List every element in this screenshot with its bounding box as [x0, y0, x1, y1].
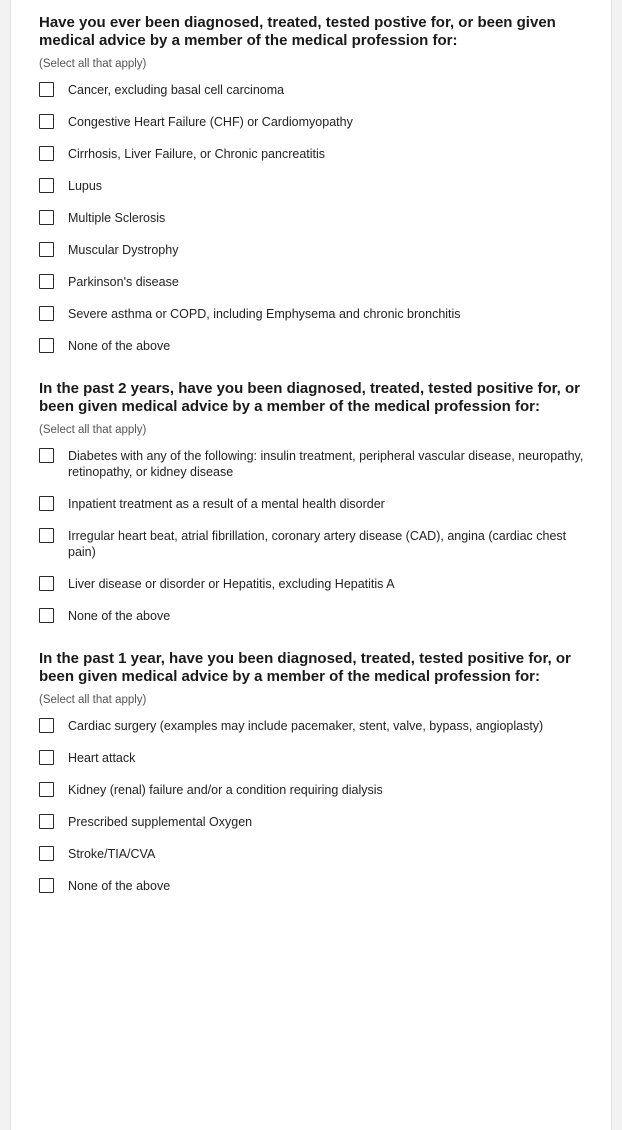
option-label: Diabetes with any of the following: insulin treatment, peripheral vascular disease, neuropathy, retinopathy, or kidney disease [68, 449, 584, 479]
option-label: Parkinson's disease [68, 275, 179, 289]
health-questionnaire [10, 0, 612, 1130]
checkbox[interactable] [39, 528, 54, 543]
checkbox[interactable] [39, 114, 54, 129]
option-label: Cancer, excluding basal cell carcinoma [68, 83, 285, 97]
question-heading: In the past 2 years, have you been diagnosed, treated, tested positive for, or been given medical advice by a member of the medical profession for: [39, 380, 580, 415]
option-label: Severe asthma or COPD, including Emphysema and chronic bronchitis [68, 307, 461, 321]
option-label: Congestive Heart Failure (CHF) or Cardiomyopathy [68, 115, 353, 129]
checkbox[interactable] [39, 496, 54, 511]
option-label: Multiple Sclerosis [68, 211, 166, 225]
checkbox[interactable] [39, 448, 54, 463]
checkbox[interactable] [39, 178, 54, 193]
option-label: Heart attack [68, 751, 136, 765]
checkbox[interactable] [39, 274, 54, 289]
option-label: Cirrhosis, Liver Failure, or Chronic pancreatitis [68, 147, 326, 161]
option-label: Kidney (renal) failure and/or a condition requiring dialysis [68, 783, 383, 797]
option-liver-disease[interactable] [39, 576, 595, 592]
option-label: Prescribed supplemental Oxygen [68, 815, 253, 829]
option-irregular-heartbeat[interactable] [39, 528, 595, 560]
checkbox[interactable] [39, 718, 54, 733]
option-heart-attack[interactable] [39, 750, 595, 766]
checkbox[interactable] [39, 306, 54, 321]
checkbox[interactable] [39, 750, 54, 765]
option-label: None of the above [68, 609, 171, 623]
option-none-of-the-above[interactable] [39, 878, 595, 894]
option-asthma-copd[interactable] [39, 306, 595, 322]
option-none-of-the-above[interactable] [39, 608, 595, 624]
option-supplemental-oxygen[interactable] [39, 814, 595, 830]
option-lupus[interactable] [39, 178, 595, 194]
option-none-of-the-above[interactable] [39, 338, 595, 354]
option-chf[interactable] [39, 114, 595, 130]
checkbox[interactable] [39, 576, 54, 591]
checkbox[interactable] [39, 82, 54, 97]
option-label: Irregular heart beat, atrial fibrillation, coronary artery disease (CAD), angina (cardiac chest pain) [68, 529, 567, 559]
option-cirrhosis[interactable] [39, 146, 595, 162]
option-label: Liver disease or disorder or Hepatitis, excluding Hepatitis A [68, 577, 395, 591]
option-diabetes[interactable] [39, 448, 595, 480]
question-section-past-1-year [39, 650, 595, 894]
option-stroke[interactable] [39, 846, 595, 862]
option-label: None of the above [68, 339, 171, 353]
question-section-past-2-years [39, 380, 595, 624]
checkbox[interactable] [39, 338, 54, 353]
checkbox[interactable] [39, 146, 54, 161]
option-multiple-sclerosis[interactable] [39, 210, 595, 226]
checkbox[interactable] [39, 878, 54, 893]
select-hint: (Select all that apply) [39, 694, 147, 706]
option-cancer[interactable] [39, 82, 595, 98]
option-label: Lupus [68, 179, 103, 193]
option-muscular-dystrophy[interactable] [39, 242, 595, 258]
question-heading: Have you ever been diagnosed, treated, tested postive for, or been given medical advice by a member of the medical profession for: [39, 14, 556, 49]
select-hint: (Select all that apply) [39, 58, 147, 70]
option-label: Inpatient treatment as a result of a mental health disorder [68, 497, 385, 511]
option-label: None of the above [68, 879, 171, 893]
select-hint: (Select all that apply) [39, 424, 147, 436]
question-heading: In the past 1 year, have you been diagnosed, treated, tested positive for, or been given medical advice by a member of the medical profession for: [39, 650, 571, 685]
option-parkinsons[interactable] [39, 274, 595, 290]
option-label: Cardiac surgery (examples may include pacemaker, stent, valve, bypass, angioplasty) [68, 719, 544, 733]
option-cardiac-surgery[interactable] [39, 718, 595, 734]
checkbox[interactable] [39, 608, 54, 623]
option-mental-health-inpatient[interactable] [39, 496, 595, 512]
option-label: Stroke/TIA/CVA [68, 847, 156, 861]
question-section-ever [39, 14, 595, 354]
checkbox[interactable] [39, 814, 54, 829]
checkbox[interactable] [39, 210, 54, 225]
option-label: Muscular Dystrophy [68, 243, 179, 257]
checkbox[interactable] [39, 846, 54, 861]
checkbox[interactable] [39, 782, 54, 797]
checkbox[interactable] [39, 242, 54, 257]
option-kidney-failure[interactable] [39, 782, 595, 798]
